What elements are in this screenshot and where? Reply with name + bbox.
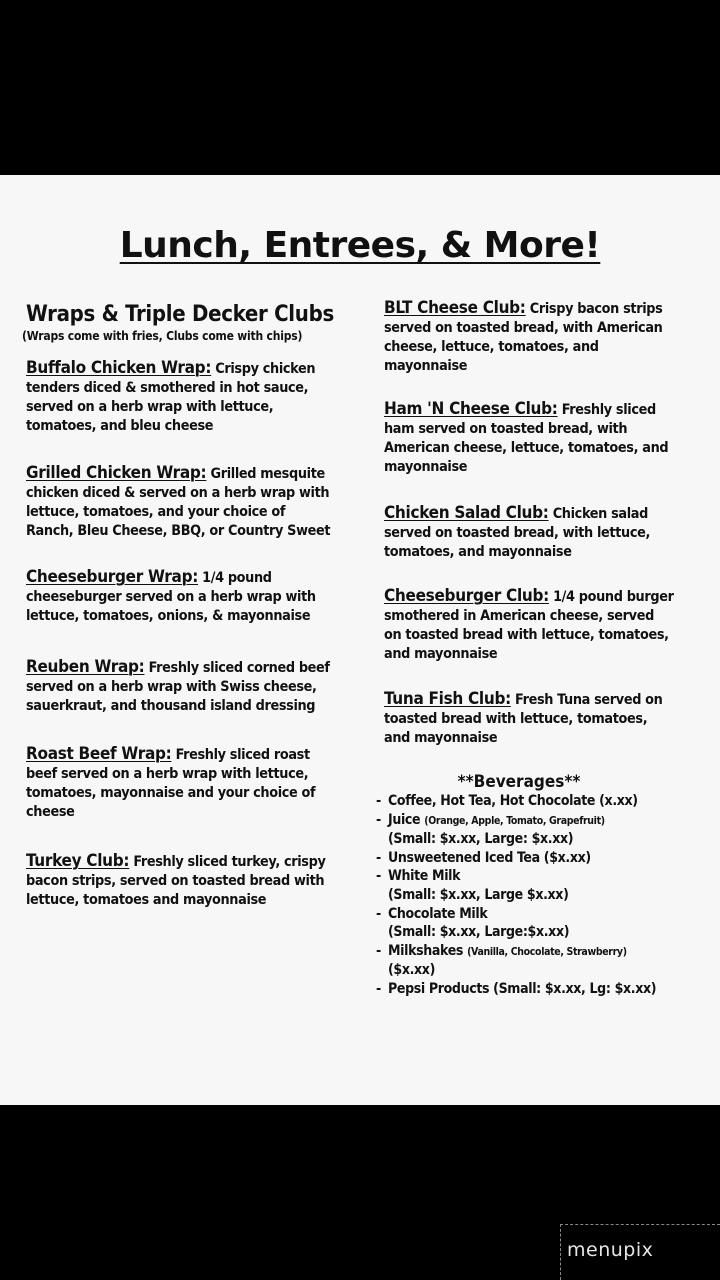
menu-item-buffalo-chicken-wrap — [26, 359, 336, 436]
beverage-juice: - Juice (Orange, Apple, Tomato, Grapefruit) (Small: $x.xx, Large: $x.xx) — [376, 811, 684, 849]
item-desc: Grilled mesquite chicken diced & served on a herb wrap with lettuce, tomatoes, and your choice of Ranch, Bleu Cheese, BBQ, or Country Sweet — [26, 466, 331, 539]
item-desc: Freshly sliced corned beef served on a herb wrap with Swiss cheese, sauerkraut, and thousand island dressing — [26, 660, 330, 714]
right-column — [384, 299, 684, 999]
item-desc: Freshly sliced ham served on toasted bread, with American cheese, lettuce, tomatoes, and mayonnaise — [384, 402, 669, 475]
item-name: Turkey Club: — [26, 851, 130, 871]
wraps-section-title: Wraps & Triple Decker Clubs — [26, 302, 334, 327]
menu-item-blt-cheese-club — [384, 299, 674, 376]
beverage-chocolate-milk: - Chocolate Milk (Small: $x.xx, Large:$x.xx) — [376, 905, 684, 942]
menu-item-chicken-salad-club — [384, 504, 674, 562]
item-desc: Chicken salad served on toasted bread, with lettuce, tomatoes, and mayonnaise — [384, 506, 650, 560]
menu-item-roast-beef-wrap — [26, 745, 336, 822]
item-name: Buffalo Chicken Wrap: — [26, 358, 212, 378]
left-column — [22, 302, 346, 910]
menu-item-turkey-club — [26, 852, 336, 910]
menu-item-cheeseburger-wrap — [26, 568, 336, 626]
item-name: Chicken Salad Club: — [384, 503, 549, 523]
beverage-milkshakes: - Milkshakes (Vanilla, Chocolate, Strawberry) ($x.xx) — [376, 942, 684, 980]
item-desc: Crispy chicken tenders diced & smothered in hot sauce, served on a herb wrap with lettuce, tomatoes, and bleu cheese — [26, 361, 316, 434]
menu-item-ham-n-cheese-club — [384, 400, 674, 477]
beverages-section — [384, 772, 684, 999]
item-desc: Freshly sliced turkey, crispy bacon strips, served on toasted bread with lettuce, tomatoes and mayonnaise — [26, 854, 326, 908]
beverage-white-milk: - White Milk (Small: $x.xx, Large $x.xx) — [376, 867, 684, 904]
menu-title: Lunch, Entrees, & More! — [119, 225, 601, 266]
beverages-title: **Beverages** — [457, 772, 581, 792]
beverages-list — [384, 792, 684, 999]
item-name: Roast Beef Wrap: — [26, 744, 172, 764]
item-desc: 1/4 pound burger smothered in American cheese, served on toasted bread with lettuce, tomatoes, and mayonnaise — [384, 589, 674, 662]
item-name: Grilled Chicken Wrap: — [26, 463, 207, 483]
menu-page — [0, 175, 720, 1105]
menu-item-reuben-wrap — [26, 658, 336, 716]
item-desc: Crispy bacon strips served on toasted bread, with American cheese, lettuce, tomatoes, and mayonnaise — [384, 301, 663, 374]
beverage-coffee: - Coffee, Hot Tea, Hot Chocolate (x.xx) — [376, 792, 684, 811]
menu-item-cheeseburger-club — [384, 587, 674, 664]
beverage-pepsi: - Pepsi Products (Small: $x.xx, Lg: $x.xx) — [376, 980, 684, 999]
item-name: Tuna Fish Club: — [384, 689, 511, 709]
menupix-watermark: menupix — [560, 1224, 720, 1280]
menu-item-grilled-chicken-wrap — [26, 464, 336, 541]
item-name: BLT Cheese Club: — [384, 298, 526, 318]
item-desc: Freshly sliced roast beef served on a herb wrap with lettuce, tomatoes, mayonnaise and your choice of cheese — [26, 747, 316, 820]
menu-item-tuna-fish-club — [384, 690, 674, 748]
item-name: Cheeseburger Wrap: — [26, 567, 199, 587]
item-desc: 1/4 pound cheeseburger served on a herb wrap with lettuce, tomatoes, onions, & mayonnaise — [26, 570, 316, 624]
item-name: Reuben Wrap: — [26, 657, 145, 677]
wraps-section-note: (Wraps come with fries, Clubs come with chips) — [22, 329, 303, 343]
item-name: Ham 'N Cheese Club: — [384, 399, 558, 419]
item-desc: Fresh Tuna served on toasted bread with lettuce, tomatoes, and mayonnaise — [384, 692, 663, 746]
item-name: Cheeseburger Club: — [384, 586, 549, 606]
beverage-iced-tea: - Unsweetened Iced Tea ($x.xx) — [376, 849, 684, 868]
